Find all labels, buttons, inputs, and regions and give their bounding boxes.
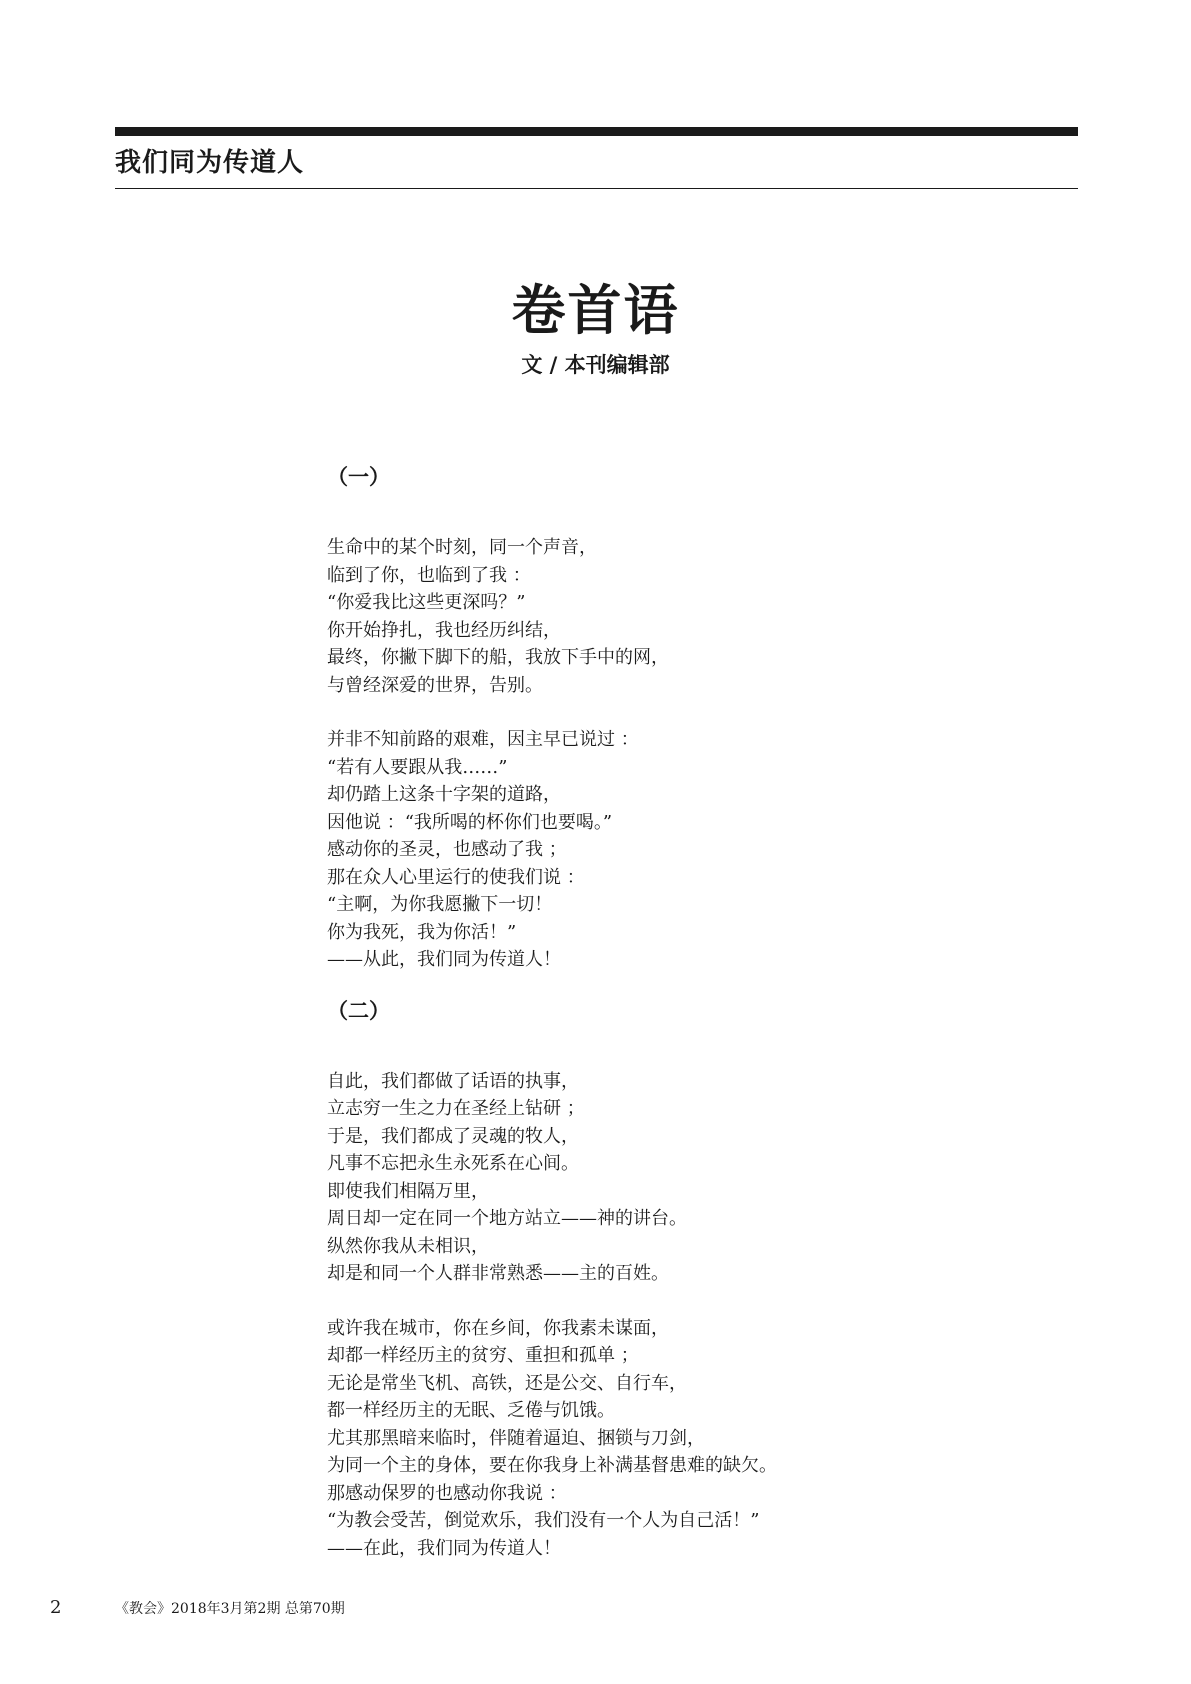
publication-info: 《教会》2018年3月第2期 总第70期: [115, 1601, 345, 1617]
stanza: [327, 1068, 1087, 1288]
poem-line: 因他说 ：“我所喝的杯你们也要喝。”: [327, 811, 613, 833]
part-heading: （二）: [327, 997, 390, 1023]
stanza-spacer: [327, 1288, 1087, 1315]
poem-line: 无论是常坐飞机、高铁，还是公交、自行车，: [327, 1372, 687, 1394]
poem-body: [327, 462, 1087, 1562]
article-byline: 文 / 本刊编辑部: [521, 353, 670, 377]
poem-line: 那在众人心里运行的使我们说 ：: [327, 866, 585, 888]
poem-line: 立志穷一生之力在圣经上钻研 ；: [327, 1098, 585, 1119]
poem-line: 于是，我们都成了灵魂的牧人，: [327, 1125, 579, 1147]
poem-line: 却仍踏上这条十字架的道路，: [327, 784, 561, 805]
stanza: [327, 534, 1087, 699]
part-heading: （一）: [327, 464, 390, 489]
poem-line: 你开始挣扎，我也经历纠结，: [327, 619, 561, 641]
poem-line: 周日却一定在同一个地方站立——神的讲台。: [327, 1208, 687, 1229]
poem-line: 与曾经深爱的世界，告别。: [327, 674, 543, 696]
poem-line: 最终，你撇下脚下的船，我放下手中的网，: [327, 647, 669, 668]
poem-line: 纵然你我从未相识，: [327, 1235, 489, 1257]
poem-line: “为教会受苦，倒觉欢乐，我们没有一个人为自己活！”: [327, 1510, 760, 1531]
article-title: 卷首语: [511, 279, 680, 342]
poem-line: ——在此，我们同为传道人！: [327, 1537, 561, 1559]
poem-line: 却是和同一个人群非常熟悉——主的百姓。: [327, 1263, 669, 1284]
poem-line: 生命中的某个时刻，同一个声音，: [327, 537, 597, 558]
poem-line: “主啊，为你我愿撇下一切！: [327, 894, 553, 915]
stanza: [327, 726, 1087, 974]
poem-line: 临到了你，也临到了我 ：: [327, 564, 531, 586]
header-top-rule: [115, 127, 1078, 136]
poem-line: “若有人要跟从我……”: [327, 756, 508, 778]
poem-line: 都一样经历主的无眠、乏倦与饥饿。: [327, 1400, 615, 1421]
poem-line: 却都一样经历主的贫穷、重担和孤单 ；: [327, 1345, 639, 1366]
poem-line: 那感动保罗的也感动你我说 ：: [327, 1482, 567, 1504]
poem-line: ——从此，我们同为传道人！: [327, 949, 561, 970]
stanza: [327, 1315, 1087, 1563]
poem-line: 自此，我们都做了话语的执事，: [327, 1070, 579, 1092]
poem-line: 并非不知前路的艰难，因主早已说过 ：: [327, 729, 639, 750]
poem-line: 为同一个主的身体，要在你我身上补满基督患难的缺欠。: [327, 1455, 777, 1476]
header-divider: [115, 188, 1078, 189]
stanza-spacer: [327, 699, 1087, 726]
poem-line: 感动你的圣灵，也感动了我 ；: [327, 839, 567, 860]
poem-line: 即使我们相隔万里，: [327, 1180, 489, 1202]
poem-line: “你爱我比这些更深吗？”: [327, 592, 526, 613]
poem-line: 尤其那黑暗来临时，伴随着逼迫、捆锁与刀剑，: [327, 1427, 705, 1449]
page-number: 2: [50, 1597, 62, 1618]
poem-line: 凡事不忘把永生永死系在心间。: [327, 1153, 579, 1174]
poem-line: 或许我在城市，你在乡间，你我素未谋面，: [327, 1317, 669, 1339]
part-spacer: [327, 974, 1087, 996]
section-title: 我们同为传道人: [115, 148, 305, 178]
poem-line: 你为我死，我为你活！”: [327, 921, 517, 943]
